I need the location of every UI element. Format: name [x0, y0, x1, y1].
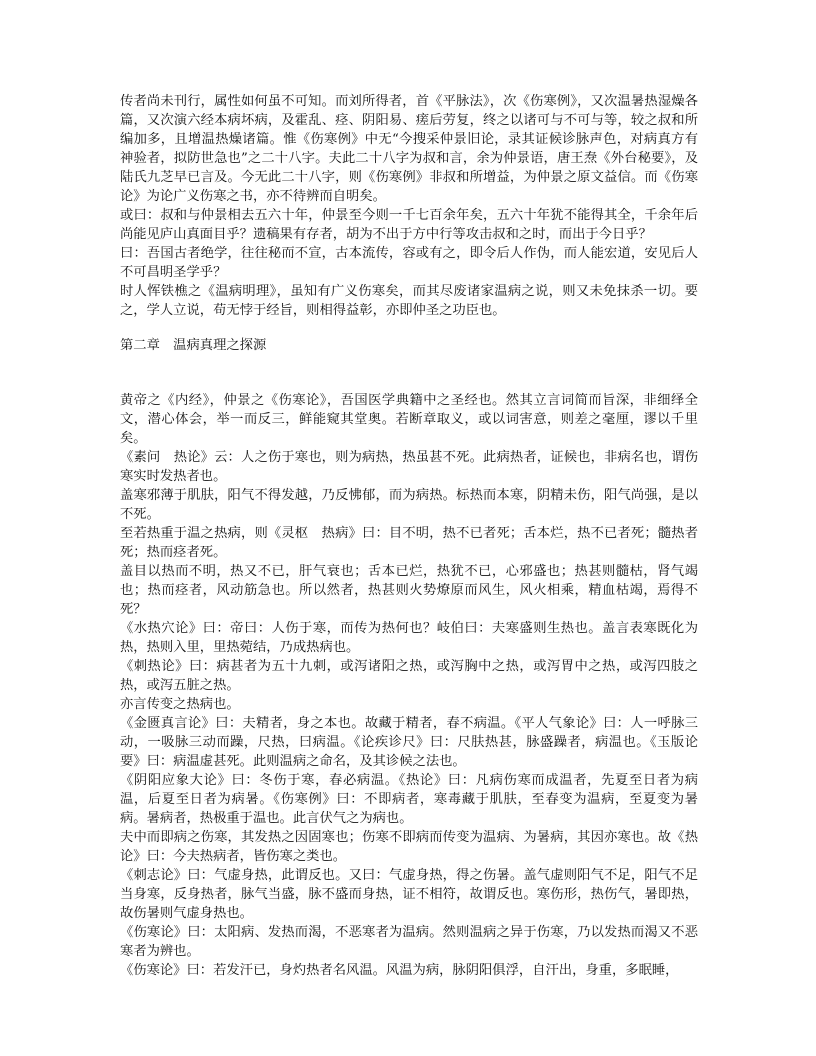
paragraph: 《阴阳应象大论》曰：冬伤于寒，春必病温。《热论》曰：凡病伤寒而成温者，先夏至日者为病温，后夏至日者为病暑。《伤寒例》曰：不即病者，寒毒藏于肌肤，至春变为温病，至夏变为暑病。暑病者，热极重于温也。此言伏气之为病也。 [120, 773, 698, 826]
section-one [120, 92, 698, 320]
paragraph: 时人恽铁樵之《温病明理》，虽知有广义伤寒矣，而其尽废诸家温病之说，则又未免抹杀一切。要之，学人立说，苟无悖于经旨，则相得益彰，亦即仲圣之功臣也。 [120, 284, 698, 318]
paragraph: 《刺热论》曰：病甚者为五十九刺，或泻诸阳之热，或泻胸中之热，或泻胃中之热，或泻四肢之热，或泻五脏之热。 [120, 659, 698, 693]
paragraph: 传者尚未刊行，属性如何虽不可知。而刘所得者，首《平脉法》，次《伤寒例》，又次温暑热湿燥各篇，又次演六经本病坏病，及霍乱、痉、阴阳易、瘥后劳复，终之以诸可与不可与等，较之叔和所编加多，且增温热燥诸篇。惟《伤寒例》中无“今搜采仲景旧论，录其证候诊脉声色，对病真方有神验者，拟防世急也”之二十八字。夫此二十八字为叔和言，余为仲景语，唐王焘《外台秘要》，及陆氏九芝早已言及。今无此二十八字，则《伤寒例》非叔和所增益，为仲景之原文益信。而《伤寒论》为论广义伤寒之书，亦不待辨而自明矣。 [120, 94, 698, 204]
chapter-heading: 第二章 温病真理之探源 [120, 338, 267, 353]
document-page [120, 92, 698, 980]
paragraph: 黄帝之《内经》，仲景之《伤寒论》，吾国医学典籍中之圣经也。然其立言词简而旨深，非细绎全文，潜心体会，举一而反三，鲜能窥其堂奥。若断章取义，或以词害意，则差之毫厘，谬以千里矣。 [120, 393, 698, 446]
paragraph: 《水热穴论》曰：帝曰：人伤于寒，而传为热何也？岐伯曰：夫寒盛则生热也。盖言表寒既化为热，热则入里，里热菀结，乃成热病也。 [120, 621, 698, 655]
paragraph: 《伤寒论》曰：若发汗已，身灼热者名风温。风温为病，脉阴阳俱浮，自汗出，身重，多眠睡， [120, 963, 679, 978]
section-two [120, 391, 698, 980]
paragraph: 夫中而即病之伤寒，其发热之因固寒也；伤寒不即病而传变为温病、为暑病，其因亦寒也。故《热论》曰：今夫热病者，皆伤寒之类也。 [120, 830, 698, 864]
paragraph: 《伤寒论》曰：太阳病、发热而渴，不恶寒者为温病。然则温病之异于伤寒，乃以发热而渴又不恶寒者为辨也。 [120, 925, 698, 959]
paragraph: 或曰：叔和与仲景相去五六十年，仲景至今则一千七百余年矣，五六十年犹不能得其全，千余年后尚能见庐山真面目乎？遗稿果有存者，胡为不出于方中行等攻击叔和之时，而出于今日乎？ [120, 208, 698, 242]
paragraph: 曰：吾国古者绝学，往往秘而不宣，古本流传，容或有之，即令后人作伪，而人能宏道，安见后人不可昌明圣学乎？ [120, 246, 698, 280]
paragraph: 盖寒邪薄于肌肤，阳气不得发越，乃反怫郁，而为病热。标热而本寒，阴精未伤，阳气尚强，是以不死。 [120, 488, 698, 522]
paragraph: 至若热重于温之热病，则《灵枢 热病》曰：目不明，热不已者死；舌本烂，热不已者死；髓热者死；热而痉者死。 [120, 526, 698, 560]
paragraph: 亦言传变之热病也。 [120, 697, 240, 712]
paragraph: 《素问 热论》云：人之伤于寒也，则为病热，热虽甚不死。此病热者，证候也，非病名也，谓伤寒实时发热者也。 [120, 450, 698, 484]
paragraph: 《金匮真言论》曰：夫精者，身之本也。故藏于精者，春不病温。《平人气象论》曰：人一呼脉三动，一吸脉三动而躁，尺热，曰病温。《论疾诊尺》曰：尺肤热甚，脉盛躁者，病温也。《玉版论要》曰：病温虚甚死。此则温病之命名，及其诊候之法也。 [120, 716, 698, 769]
paragraph: 《刺志论》曰：气虚身热，此谓反也。又曰：气虚身热，得之伤暑。盖气虚则阳气不足，阳气不足当身寒，反身热者，脉气当盛，脉不盛而身热，证不相符，故谓反也。寒伤形，热伤气，暑即热，故伤暑则气虚身热也。 [120, 868, 698, 921]
paragraph: 盖目以热而不明，热又不已，肝气衰也；舌本已烂，热犹不已，心邪盛也；热甚则髓枯，肾气竭也；热而痉者，风动筋急也。所以然者，热甚则火势燎原而风生，风火相乘，精血枯竭，焉得不死？ [120, 564, 698, 617]
